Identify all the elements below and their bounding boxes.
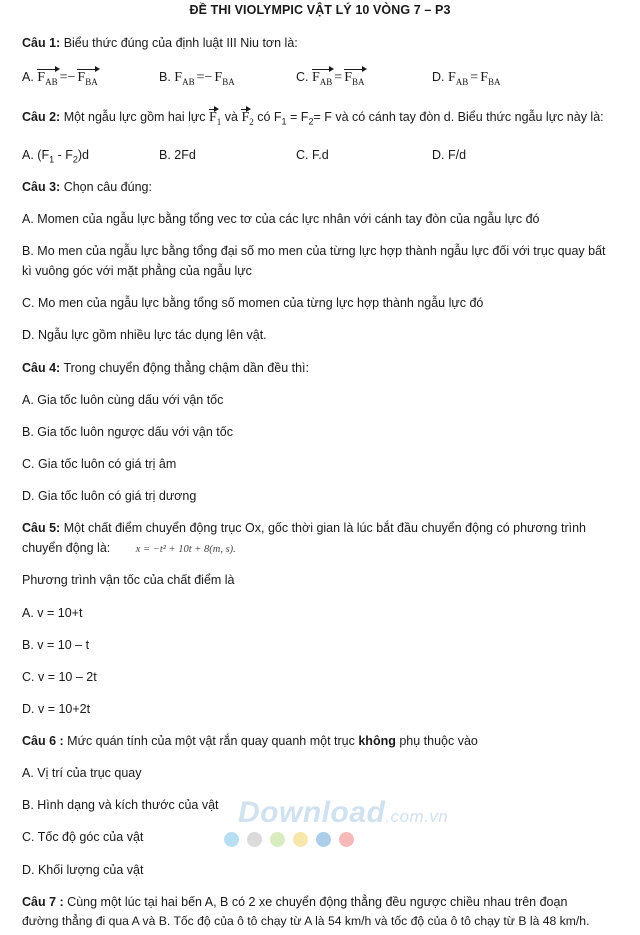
q3-option-d: D. Ngẫu lực gồm nhiều lực tác dụng lên vật. [22,328,267,342]
operator: = [470,70,479,85]
q1-option-b [159,70,235,87]
question-text: Trong chuyển động thẳng chậm dần đều thì: [63,361,309,375]
force-f1: $F_1$ [208,110,222,127]
vector-arrow [37,70,57,87]
question-number: Câu 3: [22,180,61,194]
watermark-dot [270,832,285,847]
q5-option-c: C. v = 10 – 2t [22,670,97,684]
q4-option-d: D. Gia tốc luôn có giá trị dương [22,489,197,503]
operator: =− [196,70,213,85]
question-text-part: có F [257,110,282,124]
force-symbol: F [447,70,456,85]
question-number: Câu 2: [22,110,61,124]
q3-option-b: B. Mo men của ngẫu lực bằng tổng đại số mo men của từng lực hợp thành ngẫu lực đối với trục quay bất kì vuông góc với mặt phẳng của ngẫu lực [22,244,606,278]
question-text: Mức quán tính của một vật rắn quay quanh một trục [67,734,355,748]
watermark-dot [247,832,262,847]
question-4 [22,361,620,375]
q4-option-a: A. Gia tốc luôn cùng dấu với vận tốc [22,393,224,407]
q2-option-d: D. F/d [432,148,467,162]
question-text: Cùng một lúc tại hai bến A, B có 2 xe chuyển động thẳng đều ngược chiều nhau trên đoạn [67,895,568,909]
q2-option-a [22,148,89,165]
conjunction: và [224,110,238,124]
q3-option-a: A. Momen của ngẫu lực bằng tổng vec tơ của các lực nhân với cánh tay đòn của ngẫu lực đó [22,212,540,226]
question-5-prompt: Phương trình vận tốc của chất điểm là [22,573,235,587]
vector-arrow [344,70,364,87]
watermark-dot [339,832,354,847]
q5-option-d: D. v = 10+2t [22,702,91,716]
force-symbol: F [37,70,46,85]
force-symbol: F [174,70,183,85]
newton-third-law-expression [174,70,234,85]
q1-option-a [22,70,98,87]
q6-option-d: D. Khối lượng của vật [22,863,144,877]
question-7 [22,895,620,909]
download-watermark [238,796,448,830]
option-text: )d [77,148,89,162]
operator: =− [59,70,76,85]
q2-option-c: C. F.d [296,148,329,162]
force-symbol: F [311,70,320,85]
question-text: Một ngẫu lực gồm hai lực [63,110,206,124]
q5-option-b: B. v = 10 – t [22,638,90,652]
question-number: Câu 5: [22,521,61,535]
option-text: A. (F [22,148,50,162]
question-text: Một chất điểm chuyển động trục Ox, gốc thời gian là lúc bắt đầu chuyển động có phương trình [63,521,586,535]
force-symbol: F [214,70,223,85]
question-7-line-2: đường thẳng đi qua A và B. Tốc độ của ô tô chạy từ A là 54 km/h và tốc độ của ô tô chạy từ B là 48 km/h. [22,914,590,928]
question-text: Chọn câu đúng: [63,180,152,194]
subscript: 2 [308,116,314,127]
force-symbol: F [480,70,488,85]
question-2 [22,110,620,127]
subscript: 2 [72,154,78,165]
question-5-line-2 [22,541,620,555]
watermark-main: Download [238,796,386,829]
newton-third-law-expression [448,70,501,85]
watermark-dots [224,832,354,847]
option-letter: A. [22,70,34,84]
option-letter: D. [432,70,445,84]
q2-option-b: B. 2Fd [159,148,196,162]
q6-option-b: B. Hình dạng và kích thước của vật [22,798,219,812]
subscript: BA [85,76,98,87]
question-text-part: = F và có cánh tay đòn d. Biểu thức ngẫu lực này là: [313,110,604,124]
subscript: 1 [49,154,55,165]
question-number: Câu 7 : [22,895,64,909]
watermark-dot [316,832,331,847]
question-number: Câu 1: [22,36,61,50]
subscript: AB [319,76,333,87]
vector-arrow [312,70,332,87]
operator: = [334,70,343,85]
motion-equation: x = −t² + 10t + 8(m, s). [135,544,236,555]
q5-option-a: A. v = 10+t [22,606,83,620]
subscript: AB [45,76,58,87]
q4-option-c: C. Gia tốc luôn có giá trị âm [22,457,177,471]
question-text: phụ thuộc vào [399,734,478,748]
newton-third-law-expression [37,70,97,85]
subscript: BA [222,76,235,87]
subscript: BA [488,76,501,87]
force-symbol: F [344,70,352,85]
question-6 [22,734,620,748]
force-symbol: F [77,70,86,85]
option-text: - F [54,148,73,162]
force-f2: $F_2$ [241,110,254,127]
watermark-dot [224,832,239,847]
document-title: ĐỀ THI VIOLYMPIC VẬT LÝ 10 VÒNG 7 – P3 [189,3,451,17]
q1-option-d [432,70,501,87]
question-number: Câu 6 : [22,734,64,748]
subscript: 1 [281,116,287,127]
q6-option-c: C. Tốc độ góc của vật [22,830,144,844]
subscript: BA [352,76,365,87]
question-3 [22,180,620,194]
q6-option-a: A. Vị trí của trục quay [22,766,142,780]
question-text: Biểu thức đúng của định luật III Niu tơn là: [63,36,298,50]
subscript: AB [455,76,469,87]
vector-arrow [77,70,97,87]
option-letter: B. [159,70,171,84]
q3-option-c: C. Mo men của ngẫu lực bằng tổng số momen của từng lực hợp thành ngẫu lực đó [22,296,484,310]
question-5 [22,521,620,535]
newton-third-law-expression [312,70,365,85]
question-1 [22,36,620,50]
question-text-part: = F [286,110,309,124]
q1-option-c [296,70,365,87]
option-letter: C. [296,70,309,84]
subscript: AB [182,76,195,87]
question-text: chuyển động là: [22,541,111,555]
question-number: Câu 4: [22,361,61,375]
watermark-domain: .com.vn [385,807,449,826]
emphasis-not: không [358,734,396,748]
watermark-dot [293,832,308,847]
q4-option-b: B. Gia tốc luôn ngược dấu với vận tốc [22,425,233,439]
